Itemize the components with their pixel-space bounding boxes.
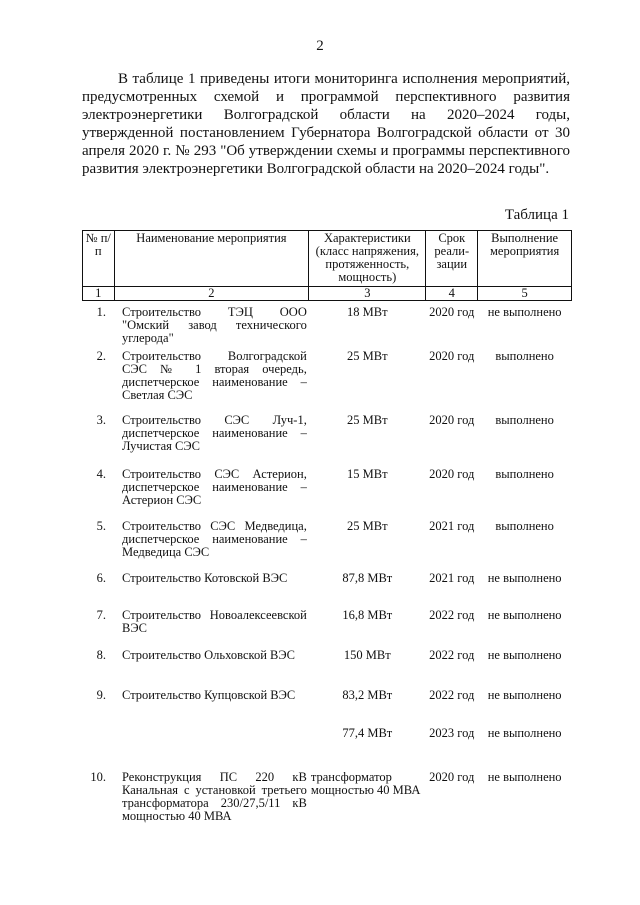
row-characteristics: 83,2 МВт — [342, 688, 393, 702]
row-number: 8. — [96, 648, 107, 662]
header-term: Срок реали-зации — [426, 231, 478, 287]
row-status: выполнено — [495, 413, 554, 427]
row-number: 9. — [96, 688, 107, 702]
row-term: 2020 год — [429, 305, 475, 319]
monitoring-table — [82, 230, 572, 826]
table-row — [83, 515, 572, 567]
row-characteristics: трансформатор мощностью 40 МВА — [310, 770, 421, 797]
header-name: Наименование мероприятия — [114, 231, 309, 287]
row-status: не выполнено — [487, 648, 562, 662]
column-number: 3 — [309, 287, 426, 301]
header-characteristics: Характеристики (класс напряжения, протяженность, мощность) — [309, 231, 426, 287]
table-row — [83, 684, 572, 722]
row-name: Строительство Котовской ВЭС — [122, 571, 288, 585]
row-name: Строительство Волгоградской СЭС № 1 вторая очередь, диспетчерское наименование – Светлая СЭС — [122, 349, 307, 402]
row-characteristics: 25 МВт — [347, 349, 388, 363]
row-status: не выполнено — [487, 770, 562, 784]
row-status: не выполнено — [487, 608, 562, 622]
intro-paragraph: В таблице 1 приведены итоги мониторинга исполнения мероприятий, предусмотренных схемой и программой перспективного развития электроэнергетики Волгоградской области на 2020–2024 годы, утвержденной постановлением Губернатора Волгоградской области от 30 апреля 2020 г. № 293 "Об утверждении схемы и программы перспективного развития электроэнергетики Волгоградской области на 2020–2024 годы". — [82, 71, 570, 177]
row-term: 2023 год — [429, 726, 475, 740]
table-row — [83, 345, 572, 409]
header-status: Выполнение мероприятия — [478, 231, 572, 287]
row-characteristics: 87,8 МВт — [342, 571, 393, 585]
row-characteristics: 150 МВт — [343, 648, 391, 662]
table-row — [83, 722, 572, 766]
table-row — [83, 567, 572, 604]
column-number: 4 — [426, 287, 478, 301]
table-row — [83, 301, 572, 346]
row-term: 2021 год — [429, 571, 475, 585]
row-status: не выполнено — [487, 571, 562, 585]
row-number: 7. — [96, 608, 107, 622]
row-number: 3. — [96, 413, 107, 427]
row-status: не выполнено — [487, 726, 562, 740]
row-term: 2021 год — [429, 519, 475, 533]
row-term: 2022 год — [429, 608, 475, 622]
row-status: выполнено — [495, 467, 554, 481]
row-number: 10. — [90, 770, 107, 784]
row-characteristics: 25 МВт — [347, 413, 388, 427]
row-name: Строительство Новоалексеевской ВЭС — [122, 608, 307, 635]
column-number: 5 — [478, 287, 572, 301]
column-numbers-row — [83, 287, 572, 301]
row-name: Строительство СЭС Луч-1, диспетчерское наименование – Лучистая СЭС — [122, 413, 307, 453]
table-row — [83, 766, 572, 826]
column-number: 1 — [83, 287, 115, 301]
row-name: Строительство Купцовской ВЭС — [122, 688, 296, 702]
table-row — [83, 644, 572, 684]
row-term: 2020 год — [429, 413, 475, 427]
row-name: Строительство ТЭЦ ООО "Омский завод технического углерода" — [122, 305, 307, 345]
table-row — [83, 604, 572, 644]
row-characteristics: 25 МВт — [347, 519, 388, 533]
row-characteristics: 18 МВт — [347, 305, 388, 319]
row-status: не выполнено — [487, 688, 562, 702]
row-number: 2. — [96, 349, 107, 363]
row-characteristics: 16,8 МВт — [342, 608, 393, 622]
row-name: Строительство Ольховской ВЭС — [122, 648, 295, 662]
row-characteristics: 15 МВт — [347, 467, 388, 481]
row-name: Строительство СЭС Астерион, диспетчерское наименование – Астерион СЭС — [122, 467, 307, 507]
row-number — [83, 722, 115, 766]
row-term: 2022 год — [429, 648, 475, 662]
table-caption: Таблица 1 — [504, 207, 569, 223]
row-term: 2020 год — [429, 770, 475, 784]
table-row — [83, 463, 572, 515]
row-name: Строительство СЭС Медведица, диспетчерское наименование – Медведица СЭС — [122, 519, 307, 559]
page-number: 2 — [316, 38, 324, 54]
header-num: № п/п — [83, 231, 115, 287]
table-header-row — [83, 231, 572, 287]
row-status: выполнено — [495, 519, 554, 533]
row-number: 6. — [96, 571, 107, 585]
row-number: 5. — [96, 519, 107, 533]
row-term: 2020 год — [429, 467, 475, 481]
row-status: не выполнено — [487, 305, 562, 319]
row-characteristics: 77,4 МВт — [342, 726, 393, 740]
row-term: 2022 год — [429, 688, 475, 702]
row-status: выполнено — [495, 349, 554, 363]
column-number: 2 — [114, 287, 309, 301]
row-name — [114, 722, 309, 766]
row-term: 2020 год — [429, 349, 475, 363]
row-number: 1. — [96, 305, 107, 319]
row-number: 4. — [96, 467, 107, 481]
row-name: Реконструкция ПС 220 кВ Канальная с установкой третьего трансформатора 230/27,5/11 кВ мощностью 40 МВА — [122, 770, 307, 823]
table-row — [83, 409, 572, 463]
